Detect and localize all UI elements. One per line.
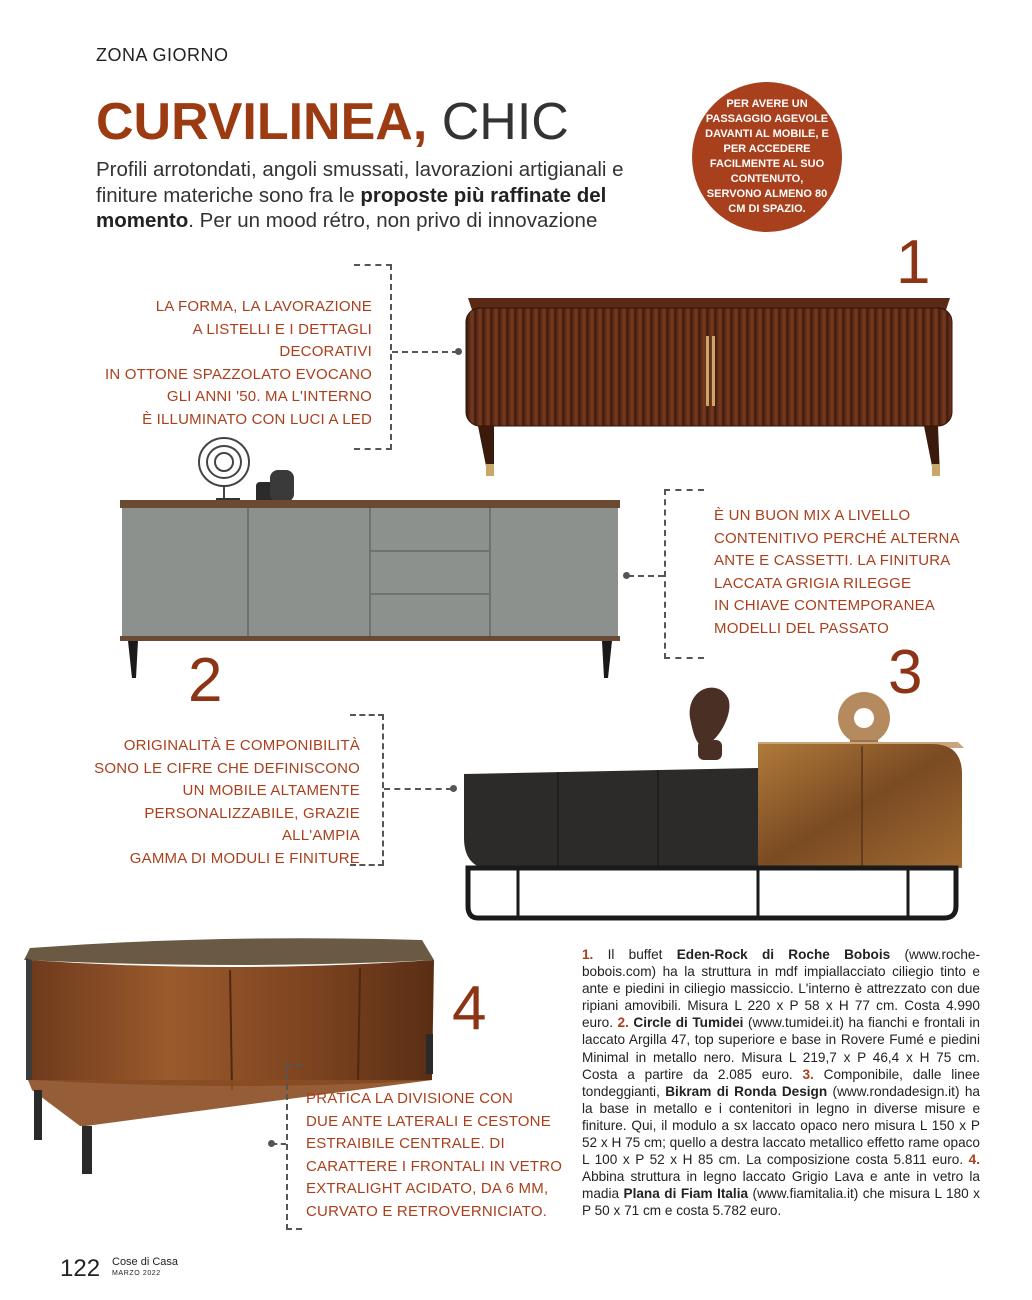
leader-line-1-branch bbox=[392, 351, 458, 353]
caption-2-line: ANTE E CASSETTI. LA FINITURA bbox=[714, 552, 951, 569]
number-3: 3 bbox=[888, 638, 923, 707]
title-bold: CURVILINEA, bbox=[96, 93, 428, 151]
leader-line-4 bbox=[286, 1064, 302, 1230]
caption-3 bbox=[88, 735, 360, 870]
item-4-details: (www.fiamitalia.it) che misura L 180 x P 50 x 71 cm e costa 5.782 euro. bbox=[582, 1186, 980, 1219]
caption-1-line: GLI ANNI '50. MA L'INTERNO bbox=[166, 388, 372, 405]
product-descriptions bbox=[582, 946, 980, 1220]
item-number-3: 3. bbox=[802, 1066, 814, 1082]
caption-4-line: PRATICA LA DIVISIONE CON bbox=[306, 1090, 514, 1107]
caption-4-line: ESTRAIBILE CENTRALE. DI bbox=[306, 1135, 505, 1152]
item-4-text: Abbina struttura in legno laccato Grigio Lava e ante in vetro la madia bbox=[582, 1169, 980, 1202]
item-1-text: Il buffet bbox=[593, 947, 677, 962]
magazine-name: Cose di Casa bbox=[112, 1256, 179, 1268]
leader-line-3 bbox=[350, 714, 384, 866]
leader-line-3-branch bbox=[384, 788, 452, 790]
leader-line-2 bbox=[664, 489, 704, 659]
product-image-2 bbox=[118, 420, 628, 682]
caption-2-line: MODELLI DEL PASSATO bbox=[714, 619, 889, 637]
caption-3-line: GAMMA DI MODULI E FINITURE bbox=[129, 849, 360, 867]
page-number: 122 bbox=[60, 1255, 101, 1282]
caption-4-line: EXTRALIGHT ACIDATO, DA 6 MM, bbox=[306, 1180, 549, 1197]
caption-3-line: SONO LE CIFRE CHE DEFINISCONO bbox=[94, 759, 360, 777]
caption-3-line: ORIGINALITÀ E COMPONIBILITÀ bbox=[123, 737, 360, 754]
caption-3-line: PERSONALIZZABILE, GRAZIE ALL'AMPIA bbox=[144, 804, 360, 844]
lead-paragraph bbox=[96, 157, 676, 234]
caption-2-line: È UN BUON MIX A LIVELLO bbox=[714, 507, 911, 524]
item-3-name: Bikram di Ronda Design bbox=[665, 1083, 828, 1099]
caption-1 bbox=[96, 296, 372, 431]
number-1: 1 bbox=[896, 228, 931, 297]
leader-line-1 bbox=[354, 264, 392, 450]
caption-2 bbox=[714, 505, 990, 640]
lead-part-2: . Per un mood rétro, non privo di innovazione bbox=[188, 209, 598, 232]
magazine-credit bbox=[112, 1256, 178, 1280]
item-1-details: (www.roche-bobois.com) ha la struttura in mdf impiallacciato ciliegio tinto e ante e piedini in ciliegio massiccio. L'interno è attrezzato con due ripiani amovibili. Misura L 220 x P 58 x H 77 cm. Costa 4.990 euro. bbox=[582, 947, 980, 1031]
number-2: 2 bbox=[188, 646, 223, 715]
caption-3-line: UN MOBILE ALTAMENTE bbox=[182, 782, 360, 799]
number-4: 4 bbox=[452, 974, 487, 1043]
section-label: ZONA GIORNO bbox=[96, 45, 229, 65]
issue-date: MARZO 2022 bbox=[112, 1270, 161, 1277]
item-2-name: Circle di Tumidei bbox=[633, 1015, 744, 1031]
leader-dot-1 bbox=[455, 348, 462, 355]
item-number-4: 4. bbox=[968, 1152, 980, 1168]
leader-dot-3 bbox=[450, 785, 457, 792]
item-2-details: (www.tumidei.it) ha fianchi e frontali in laccato Argilla 47, top superiore e base in Rovere Fumé e piedini Minimal in metallo nero. Misura L 219,7 x P 46,4 x H 75 cm. Costa a partire da 2.085 euro. bbox=[582, 1015, 980, 1082]
item-4-name: Plana di Fiam Italia bbox=[623, 1186, 749, 1202]
caption-2-line: CONTENITIVO PERCHÉ ALTERNA bbox=[714, 529, 960, 547]
tip-bubble-text: PER AVERE UN PASSAGGIO AGEVOLE DAVANTI AL MOBILE, E PER ACCEDERE FACILMENTE AL SUO CONTENUTO, SERVONO ALMENO 80 CM DI SPAZIO. bbox=[705, 98, 829, 215]
item-number-1: 1. bbox=[582, 947, 594, 962]
item-1-name: Eden-Rock di Roche Bobois bbox=[676, 947, 891, 962]
caption-4 bbox=[306, 1088, 576, 1223]
caption-1-line: È ILLUMINATO CON LUCI A LED bbox=[142, 410, 372, 428]
item-3-text: Componibile, dalle linee tondeggianti, bbox=[582, 1066, 980, 1099]
lead-bold: proposte più raffinate del momento bbox=[96, 183, 607, 232]
leader-dot-2 bbox=[623, 572, 630, 579]
product-image-3 bbox=[458, 678, 964, 922]
caption-1-line: A LISTELLI E I DETTAGLI DECORATIVI bbox=[192, 320, 372, 360]
caption-4-line: CARATTERE I FRONTALI IN VETRO bbox=[306, 1157, 563, 1175]
caption-1-line: LA FORMA, LA LAVORAZIONE bbox=[155, 298, 372, 315]
title-regular: CHIC bbox=[427, 93, 569, 151]
caption-1-line: IN OTTONE SPAZZOLATO EVOCANO bbox=[104, 365, 372, 383]
item-number-2: 2. bbox=[617, 1015, 629, 1031]
caption-4-line: DUE ANTE LATERALI E CESTONE bbox=[306, 1112, 551, 1130]
caption-4-line: CURVATO E RETROVERNICIATO. bbox=[306, 1202, 548, 1220]
item-3-details: (www.rondadesign.it) ha la base in metallo e i contenitori in legno in diverse misure e finiture. Qui, il modulo a sx laccato opaco nero misura L 150 x P 52 x H 75 cm; quello a destra laccato metallico effetto rame opaco L 100 x P 52 x H 85 cm. La composizione costa 5.811 euro. bbox=[582, 1083, 980, 1168]
caption-2-line: LACCATA GRIGIA RILEGGE bbox=[714, 574, 912, 592]
leader-line-2-branch bbox=[628, 575, 664, 577]
caption-2-line: IN CHIAVE CONTEMPORANEA bbox=[714, 597, 936, 614]
lead-part-1: Profili arrotondati, angoli smussati, lavorazioni artigianali e finiture materiche sono fra le bbox=[96, 158, 624, 207]
page-title bbox=[96, 92, 569, 152]
leader-dot-4 bbox=[268, 1140, 275, 1147]
tip-bubble bbox=[692, 82, 842, 232]
